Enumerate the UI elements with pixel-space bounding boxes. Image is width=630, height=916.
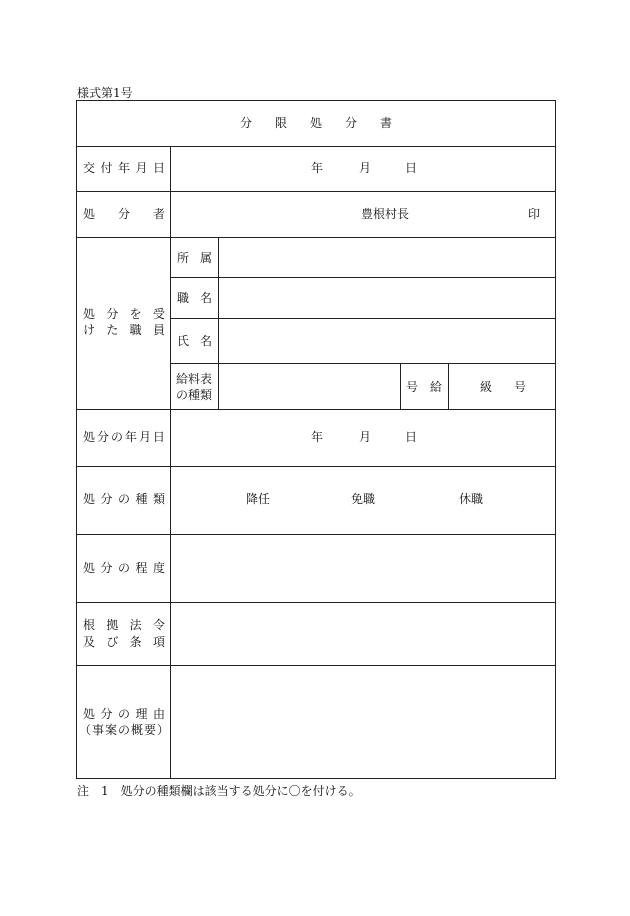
salary-table-label-1: 給料表 bbox=[176, 372, 213, 386]
column-divider bbox=[218, 237, 219, 409]
disposal-date-label: 処 分 の 年 月 日 bbox=[83, 430, 165, 444]
issuer-label: 処 分 者 bbox=[83, 207, 165, 221]
disposal-date-month: 月 bbox=[359, 430, 372, 444]
form-id: 様式第1号 bbox=[77, 86, 133, 100]
issue-date-label: 交 付 年 月 日 bbox=[83, 161, 165, 175]
position-label: 職 名 bbox=[177, 291, 212, 305]
column-divider bbox=[400, 363, 401, 409]
reason-label-line2: （事案の概要） bbox=[79, 723, 171, 737]
row-divider bbox=[76, 665, 556, 666]
legal-basis-label-line1: 根 拠 法 令 bbox=[83, 618, 165, 632]
reason-label-line1: 処 分 の 理 由 bbox=[83, 707, 165, 721]
legal-basis-label-line2: 及 び 条 項 bbox=[83, 635, 165, 649]
subject-label-line2: け た 職 員 bbox=[83, 323, 165, 337]
row-divider bbox=[76, 146, 556, 147]
form-title: 分 限 処 分 書 bbox=[240, 116, 392, 130]
row-divider bbox=[170, 318, 556, 319]
name-label: 氏 名 bbox=[177, 334, 212, 348]
salary-table-label-2: の種類 bbox=[176, 388, 213, 402]
row-divider bbox=[76, 602, 556, 603]
column-divider bbox=[170, 146, 171, 779]
row-divider bbox=[76, 534, 556, 535]
row-divider bbox=[170, 363, 556, 364]
disposal-date-day: 日 bbox=[405, 430, 418, 444]
class-label: 級 号 bbox=[480, 380, 526, 394]
disposal-type-label: 処 分 の 種 類 bbox=[83, 492, 165, 506]
column-divider bbox=[448, 363, 449, 409]
row-divider bbox=[76, 466, 556, 467]
row-divider bbox=[76, 191, 556, 192]
issue-date-month: 月 bbox=[359, 161, 372, 175]
grade-label: 号 給 bbox=[406, 380, 442, 394]
row-divider bbox=[76, 409, 556, 410]
issuer-name: 豊根村長 bbox=[361, 207, 410, 221]
affiliation-label: 所 属 bbox=[177, 251, 212, 265]
row-divider bbox=[170, 277, 556, 278]
disposal-type-demotion: 降任 bbox=[246, 492, 271, 506]
issue-date-day: 日 bbox=[405, 161, 418, 175]
footnote: 注 1 処分の種類欄は該当する処分に〇を付ける。 bbox=[77, 784, 361, 798]
disposal-date-year: 年 bbox=[311, 430, 324, 444]
subject-label-line1: 処 分 を 受 bbox=[83, 307, 165, 321]
row-divider bbox=[76, 237, 556, 238]
disposal-type-dismissal: 免職 bbox=[351, 492, 376, 506]
issue-date-year: 年 bbox=[311, 161, 324, 175]
seal-mark: 印 bbox=[528, 207, 541, 221]
disposal-degree-label: 処 分 の 程 度 bbox=[83, 561, 165, 575]
disposal-type-suspension: 休職 bbox=[459, 492, 484, 506]
